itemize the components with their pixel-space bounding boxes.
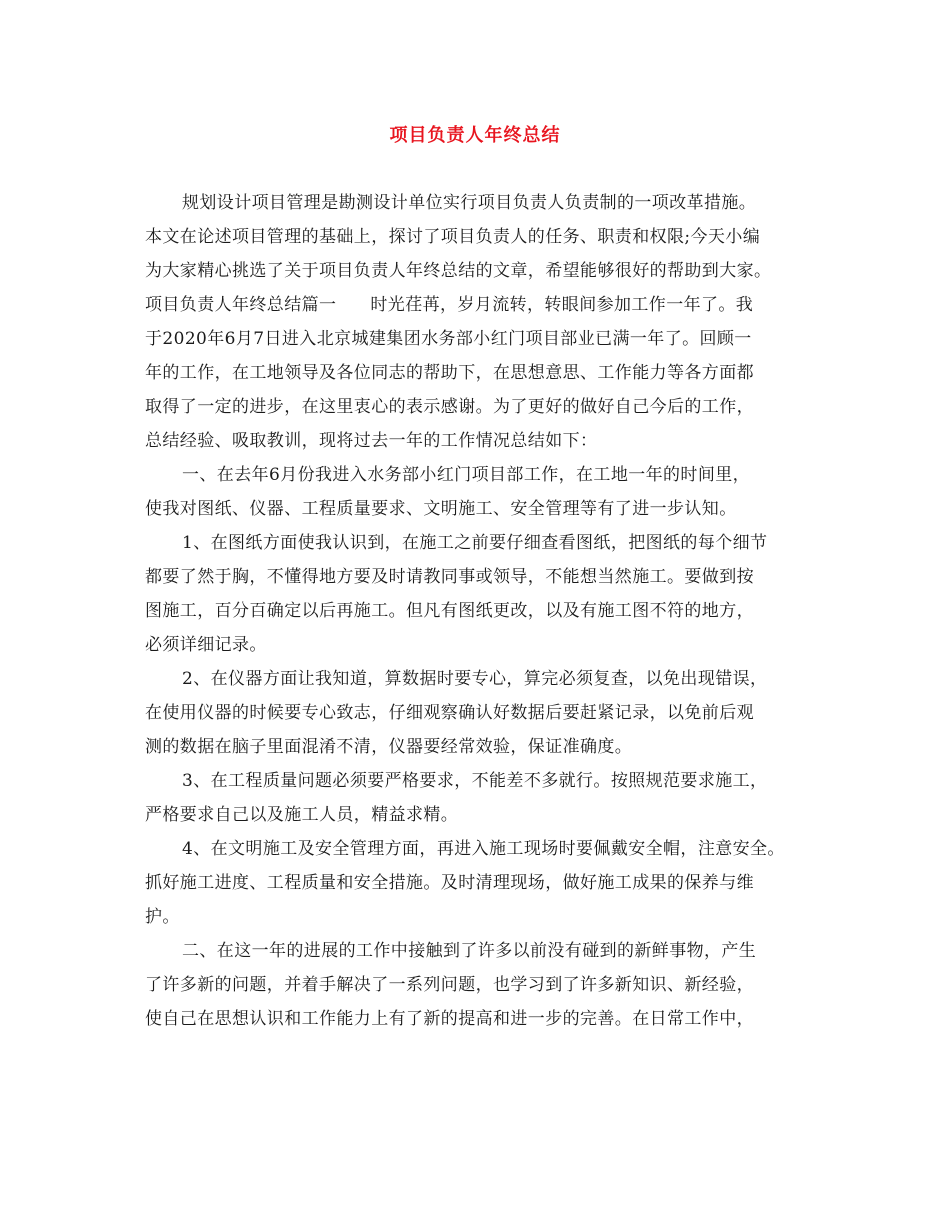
line-text: 使自己在思想认识和工作能力上有了新的提高和进一步的完善。在日常工作中，	[145, 1009, 754, 1029]
text-line	[145, 662, 815, 696]
line-text: 测的数据在脑子里面混淆不清，仪器要经常效验，保证准确度。	[145, 737, 633, 757]
line-text: 图施工，百分百确定以后再施工。但凡有图纸更改，以及有施工图不符的地方，	[145, 601, 754, 621]
text-line	[145, 866, 815, 900]
line-text: 3、在工程质量问题必须要严格要求，不能差不多就行。按照规范要求施工，	[182, 771, 768, 791]
line-text: 1、在图纸方面使我认识到，在施工之前要仔细查看图纸，把图纸的每个细节	[182, 533, 768, 553]
line-text: 2、在仪器方面让我知道，算数据时要专心，算完必须复查，以免出现错误，	[182, 669, 768, 689]
line-text: 4、在文明施工及安全管理方面，再进入施工现场时要佩戴安全帽，注意安全。	[182, 839, 785, 859]
line-text: 取得了一定的进步，在这里衷心的表示感谢。为了更好的做好自己今后的工作，	[145, 397, 754, 417]
line-text: 年的工作，在工地领导及各位同志的帮助下，在思想意思、工作能力等各方面都	[145, 363, 754, 383]
text-line	[145, 798, 815, 832]
text-line	[145, 186, 815, 220]
text-line	[145, 594, 815, 628]
line-text: 必须详细记录。	[145, 635, 267, 655]
line-text: 抓好施工进度、工程质量和安全措施。及时清理现场，做好施工成果的保养与维	[145, 873, 754, 893]
line-text: 规划设计项目管理是勘测设计单位实行项目负责人负责制的一项改革措施。	[182, 193, 757, 213]
document-title: 项目负责人年终总结	[389, 125, 561, 146]
text-line	[145, 424, 815, 458]
section-heading: 项目负责人年终总结篇一	[145, 295, 337, 315]
text-line	[145, 492, 815, 526]
text-line	[145, 390, 815, 424]
line-text: 都要了然于胸，不懂得地方要及时请教同事或领导，不能想当然施工。要做到按	[145, 567, 754, 587]
line-text: 一、在去年6月份我进入水务部小红门项目部工作，在工地一年的时间里，	[182, 465, 751, 485]
text-line	[145, 356, 815, 390]
line-text: 了许多新的问题，并着手解决了一系列问题，也学习到了许多新知识、新经验，	[145, 975, 754, 995]
text-line	[145, 220, 815, 254]
line-text: 护。	[145, 907, 180, 927]
document-body	[145, 186, 815, 1036]
text-line	[145, 628, 815, 662]
text-line	[145, 968, 815, 1002]
text-line	[145, 254, 815, 288]
line-text: 时光荏苒，岁月流转，转眼间参加工作一年了。我	[370, 295, 754, 315]
text-line	[145, 322, 815, 356]
line-text: 总结经验、吸取教训，现将过去一年的工作情况总结如下：	[145, 431, 598, 451]
line-text: 于2020年6月7日进入北京城建集团水务部小红门项目部业已满一年了。回顾一	[145, 329, 752, 349]
line-text: 严格要求自己以及施工人员，精益求精。	[145, 805, 459, 825]
text-line	[145, 832, 815, 866]
text-line	[145, 288, 815, 322]
text-line	[145, 1002, 815, 1036]
text-line	[145, 696, 815, 730]
text-line	[145, 900, 815, 934]
text-line	[145, 458, 815, 492]
text-line	[145, 764, 815, 798]
text-line	[145, 526, 815, 560]
line-text: 使我对图纸、仪器、工程质量要求、文明施工、安全管理等有了进一步认知。	[145, 499, 737, 519]
line-text: 在使用仪器的时候要专心致志，仔细观察确认好数据后要赶紧记录，以免前后观	[145, 703, 754, 723]
line-text: 为大家精心挑选了关于项目负责人年终总结的文章，希望能够很好的帮助到大家。	[145, 261, 772, 281]
line-text: 本文在论述项目管理的基础上，探讨了项目负责人的任务、职责和权限;今天小编	[145, 227, 761, 247]
line-text: 二、在这一年的进展的工作中接触到了许多以前没有碰到的新鲜事物，产生	[182, 941, 757, 961]
text-line	[145, 934, 815, 968]
text-line	[145, 560, 815, 594]
text-line	[145, 730, 815, 764]
